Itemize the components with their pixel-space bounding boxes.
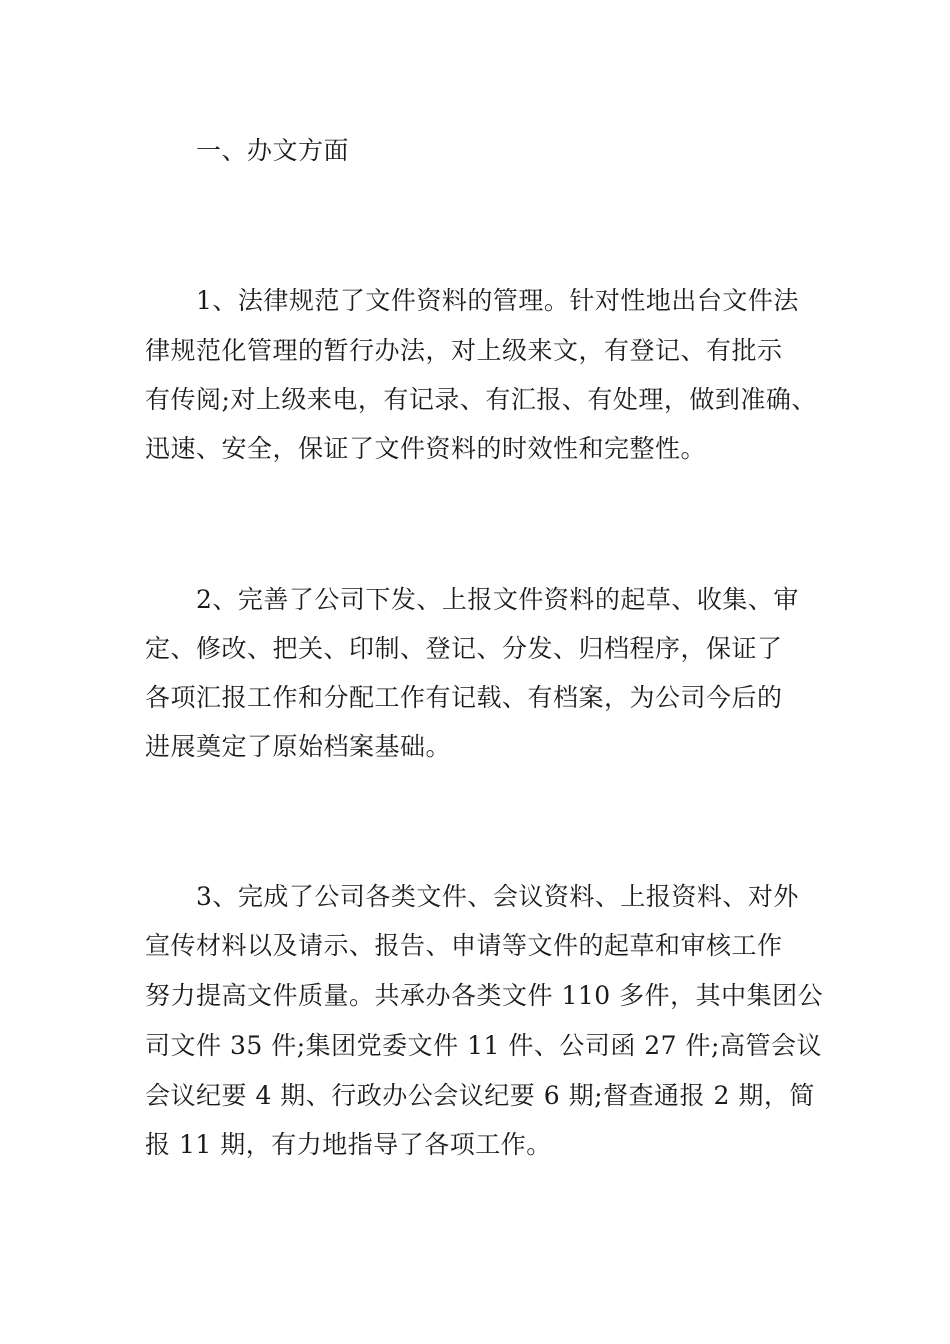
paragraph-line: 有传阅;对上级来电，有记录、有汇报、有处理，做到准确、 [145, 385, 817, 414]
paragraph-line: 努力提高文件质量。共承办各类文件 110 多件，其中集团公 [145, 981, 824, 1010]
paragraph-line: 会议纪要 4 期、行政办公会议纪要 6 期;督查通报 2 期，简 [145, 1081, 815, 1110]
paragraph-line: 司文件 35 件;集团党委文件 11 件、公司函 27 件;高管会议 [145, 1031, 822, 1060]
paragraph-line: 律规范化管理的暂行办法，对上级来文，有登记、有批示 [145, 336, 783, 365]
paragraph-line: 2、完善了公司下发、上报文件资料的起草、收集、审 [196, 585, 799, 614]
paragraph-line: 迅速、安全，保证了文件资料的时效性和完整性。 [145, 434, 707, 463]
paragraph-line: 报 11 期，有力地指导了各项工作。 [145, 1130, 552, 1159]
paragraph-line: 定、修改、把关、印制、登记、分发、归档程序，保证了 [145, 634, 783, 663]
paragraph-line: 进展奠定了原始档案基础。 [145, 732, 452, 761]
section-heading: 一、办文方面 [196, 136, 350, 165]
paragraph-line: 各项汇报工作和分配工作有记载、有档案，为公司今后的 [145, 683, 783, 712]
paragraph-line: 3、完成了公司各类文件、会议资料、上报资料、对外 [196, 882, 799, 911]
paragraph-line: 1、法律规范了文件资料的管理。针对性地出台文件法 [196, 286, 799, 315]
paragraph-line: 宣传材料以及请示、报告、申请等文件的起草和审核工作 [145, 931, 783, 960]
